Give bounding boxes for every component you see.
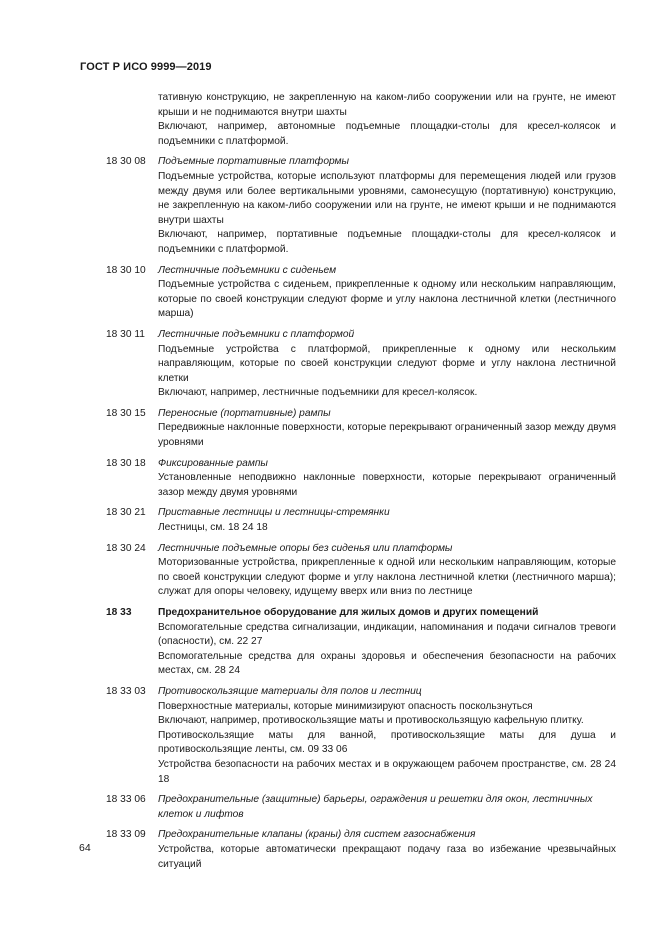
entry-code: 18 30 21 (106, 507, 146, 519)
page-number: 64 (79, 842, 91, 854)
entry-code: 18 30 18 (106, 457, 146, 469)
entry-code: 18 33 03 (106, 685, 146, 697)
entry-paragraph: Включают, например, противоскользящие маты и противоскользящую кафельную плитку. (158, 715, 584, 727)
document-body (106, 91, 616, 872)
entry-paragraph: Подъемные устройства с платформой, прикрепленные к одному или нескольким направляющим, которые по своей конструкции следуют форме и углу наклона лестничной клетки (158, 343, 616, 384)
entry-paragraph: Моторизованные устройства, прикрепленные к одной или нескольким направляющим, которые по своей конструкции следуют форме и углу наклона лестничной клетки (лестничного марша); служат для опоры человеку, идущему вверх или вниз по лестнице (158, 557, 616, 598)
entry-paragraph: Установленные неподвижно наклонные поверхности, которые перекрывают ограниченный зазор между двумя уровнями (158, 472, 616, 498)
entry-code: 18 30 10 (106, 264, 146, 276)
classification-entry (106, 685, 616, 787)
classification-entry (106, 155, 616, 257)
entry-title: Переносные (портативные) рампы (158, 407, 331, 419)
entry-title: Предохранительное оборудование для жилых домов и других помещений (158, 607, 539, 618)
entry-paragraph: Подъемные устройства с сиденьем, прикрепленные к одному или нескольким направляющим, которые по своей конструкции следуют форме и углу наклона лестничной клетки (лестничного марша) (158, 279, 616, 320)
entry-paragraph: Устройства безопасности на рабочих местах и в окружающем рабочем пространстве, см. 28 24 18 (158, 758, 616, 785)
entry-code: 18 30 08 (106, 156, 146, 168)
document-header: ГОСТ Р ИСО 9999—2019 (80, 61, 212, 73)
entry-title: Подъемные портативные платформы (158, 156, 350, 168)
entry-title: Приставные лестницы и лестницы-стремянки (158, 507, 390, 519)
entry-title: Лестничные подъемники с сиденьем (158, 264, 337, 276)
entry-code: 18 33 06 (106, 794, 146, 806)
entry-title: Фиксированные рампы (158, 457, 268, 469)
entry-code: 18 30 24 (106, 542, 146, 554)
entry-title: Противоскользящие материалы для полов и лестниц (158, 685, 422, 697)
entry-paragraph: Подъемные устройства, которые используют платформы для перемещения людей или грузов между двумя или более вертикальными уровнями, самонесущую (портативную) конструкцию, не закрепленную на каком-либо сооружении или на грунте, не имеют крыши и не поднимаются внутри шахты (158, 170, 616, 226)
classification-entry (106, 407, 616, 451)
entry-paragraph: Включают, например, лестничные подъемники для кресел-колясок. (158, 387, 478, 399)
entry-title: Предохранительные (защитные) барьеры, ограждения и решетки для окон, лестничных клеток и лифтов (158, 794, 593, 820)
classification-entry (106, 606, 616, 679)
classification-entry (106, 328, 616, 401)
entry-paragraph: Лестницы, см. 18 24 18 (158, 522, 268, 534)
entries-list (106, 155, 616, 872)
entry-code: 18 33 (106, 607, 132, 618)
entry-paragraph: Включают, например, портативные подъемные площадки-столы для кресел-колясок и подъемники с платформой. (158, 229, 616, 255)
classification-entry (106, 457, 616, 501)
intro-block (106, 91, 616, 149)
entry-paragraph: Передвижные наклонные поверхности, которые перекрывают ограниченный зазор между двумя уровнями (158, 422, 616, 449)
classification-entry (106, 793, 616, 822)
paragraph: Включают, например, автономные подъемные площадки-столы для кресел-колясок и подъемники с платформой. (158, 121, 616, 147)
entry-title: Лестничные подъемные опоры без сиденья или платформы (158, 542, 453, 554)
classification-entry (106, 506, 616, 535)
entry-title: Предохранительные клапаны (краны) для систем газоснабжения (158, 829, 476, 841)
paragraph: тативную конструкцию, не закрепленную на каком-либо сооружении или на грунте, не имеют крыши и не поднимаются внутри шахты (158, 92, 616, 118)
entry-paragraph: Устройства, которые автоматически прекращают подачу газа во избежание чрезвычайных ситуаций (158, 843, 616, 870)
classification-entry (106, 264, 616, 322)
entry-code: 18 30 11 (106, 328, 145, 340)
entry-paragraph: Вспомогательные средства сигнализации, индикации, напоминания и подачи сигналов тревоги (опасности), см. 22 27 (158, 621, 616, 648)
entry-code: 18 30 15 (106, 407, 146, 419)
entry-code: 18 33 09 (106, 829, 146, 841)
entry-paragraph: Поверхностные материалы, которые минимизируют опасность поскользнуться (158, 700, 533, 712)
classification-entry (106, 828, 616, 872)
entry-title: Лестничные подъемники с платформой (158, 328, 355, 340)
entry-paragraph: Вспомогательные средства для охраны здоровья и обеспечения безопасности на рабочих местах, см. 28 24 (158, 650, 616, 677)
classification-entry (106, 542, 616, 600)
entry-paragraph: Противоскользящие маты для ванной, противоскользящие маты для душа и противоскользящие ленты, см. 09 33 06 (158, 729, 616, 756)
